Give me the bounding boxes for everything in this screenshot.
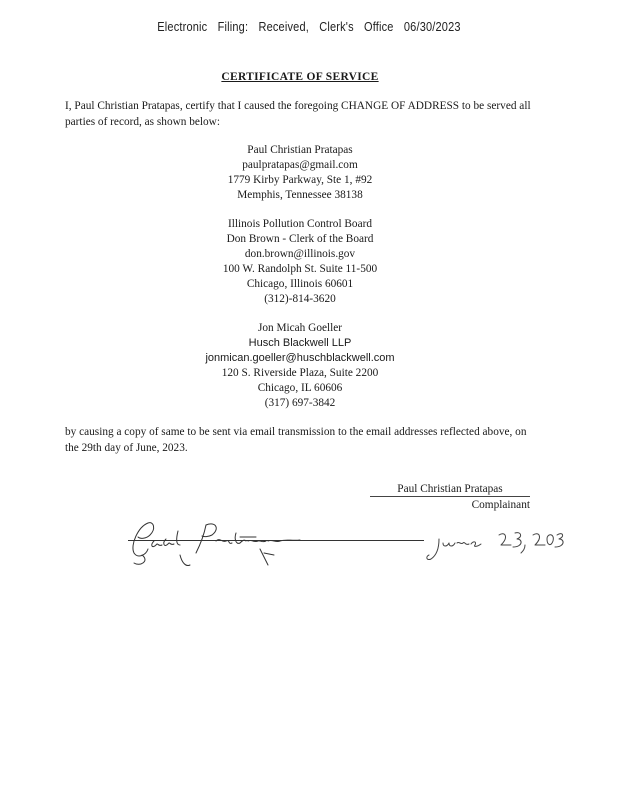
party-address: 100 W. Randolph St. Suite 11-500	[222, 263, 378, 275]
party-phone: (317) 697-3842	[264, 397, 336, 409]
party-city: Memphis, Tennessee 38138	[237, 189, 363, 201]
party-name: Jon Micah Goeller	[257, 322, 343, 334]
party-city: Chicago, IL 60606	[257, 382, 343, 394]
signer-role: Complainant	[471, 499, 530, 511]
intro-paragraph: I, Paul Christian Pratapas, certify that I caused the foregoing CHANGE OF ADDRESS to be served all parties of record, as shown below:	[65, 100, 531, 128]
party-address: 1779 Kirby Parkway, Ste 1, #92	[227, 174, 373, 186]
filing-stamp: Electronic Filing: Received, Clerk's Office 06/30/2023	[157, 20, 461, 34]
handwritten-signature	[120, 515, 320, 570]
party-email: don.brown@illinois.gov	[244, 248, 356, 260]
handwritten-date	[425, 525, 570, 565]
party-block-board	[0, 217, 600, 307]
party-block-respondent	[0, 321, 600, 411]
party-phone: (312)-814-3620	[264, 293, 336, 305]
closing-paragraph: by causing a copy of same to be sent via email transmission to the email addresses reflected above, on the 29th day of June, 2023.	[65, 426, 527, 454]
party-block-complainant	[0, 143, 600, 203]
party-email: jonmican.goeller@huschblackwell.com	[205, 352, 395, 364]
party-firm: Husch Blackwell LLP	[248, 337, 352, 349]
signer-name: Paul Christian Pratapas	[370, 482, 530, 497]
party-address: 120 S. Riverside Plaza, Suite 2200	[221, 367, 379, 379]
party-contact: Don Brown - Clerk of the Board	[226, 233, 374, 245]
party-email: paulpratapas@gmail.com	[242, 159, 358, 171]
document-title: CERTIFICATE OF SERVICE	[221, 71, 379, 83]
party-city: Chicago, Illinois 60601	[246, 278, 354, 290]
party-name: Illinois Pollution Control Board	[227, 218, 373, 230]
party-name: Paul Christian Pratapas	[247, 144, 353, 156]
